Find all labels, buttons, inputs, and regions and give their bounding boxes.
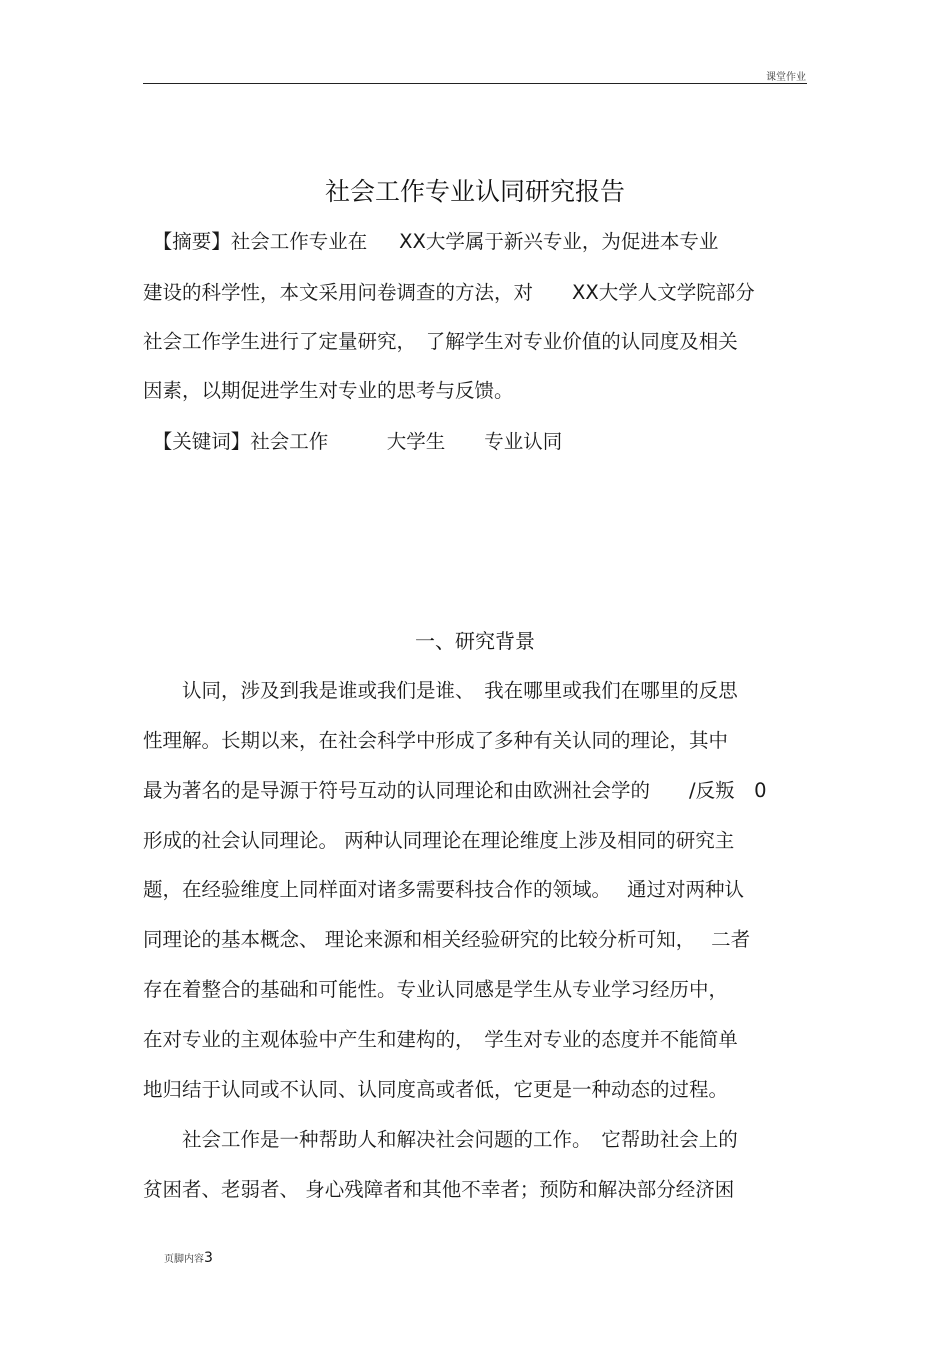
body-line-7: 存在着整合的基础和可能性。专业认同感是学生从专业学习经历中， bbox=[143, 978, 729, 1001]
section-heading: 一、研究背景 bbox=[415, 629, 535, 653]
body-line-8: 在对专业的主观体验中产生和建构的， 学生对专业的态度并不能简单 bbox=[143, 1028, 738, 1051]
body-line-10: 社会工作是一种帮助人和解决社会问题的工作。 它帮助社会上的 bbox=[143, 1128, 738, 1151]
body-line-9: 地归结于认同或不认同、认同度高或者低，它更是一种动态的过程。 bbox=[143, 1078, 729, 1101]
header-rule bbox=[143, 83, 807, 84]
body-line-1: 认同，涉及到我是谁或我们是谁、 我在哪里或我们在哪里的反思 bbox=[143, 679, 738, 702]
body-line-11: 贫困者、老弱者、 身心残障者和其他不幸者；预防和解决部分经济困 bbox=[143, 1178, 735, 1201]
abstract-line-1: 【摘要】社会工作专业在 XX大学属于新兴专业，为促进本专业 bbox=[143, 230, 719, 253]
header-label: 课堂作业 bbox=[766, 72, 806, 83]
abstract-line-3: 社会工作学生进行了定量研究， 了解学生对专业价值的认同度及相关 bbox=[143, 330, 738, 353]
document-title: 社会工作专业认同研究报告 bbox=[324, 177, 625, 206]
body-line-3: 最为著名的是导源于符号互动的认同理论和由欧洲社会学的 /反叛 0 bbox=[143, 779, 767, 802]
page-number: 3 bbox=[204, 1250, 213, 1266]
footer-label: 页脚内容 bbox=[164, 1254, 204, 1265]
body-line-4: 形成的社会认同理论。 两种认同理论在理论维度上涉及相同的研究主 bbox=[143, 829, 735, 852]
page-footer bbox=[164, 1250, 213, 1266]
abstract-line-2: 建设的科学性，本文采用问卷调查的方法，对 XX大学人文学院部分 bbox=[143, 281, 755, 304]
body-line-6: 同理论的基本概念、 理论来源和相关经验研究的比较分析可知， 二者 bbox=[143, 928, 751, 951]
body-line-2: 性理解。长期以来，在社会科学中形成了多种有关认同的理论，其中 bbox=[143, 729, 729, 752]
body-line-5: 题，在经验维度上同样面对诸多需要科技合作的领域。 通过对两种认 bbox=[143, 878, 744, 901]
keywords-line: 【关键词】社会工作 大学生 专业认同 bbox=[143, 430, 563, 453]
abstract-line-4: 因素，以期促进学生对专业的思考与反馈。 bbox=[143, 379, 514, 402]
